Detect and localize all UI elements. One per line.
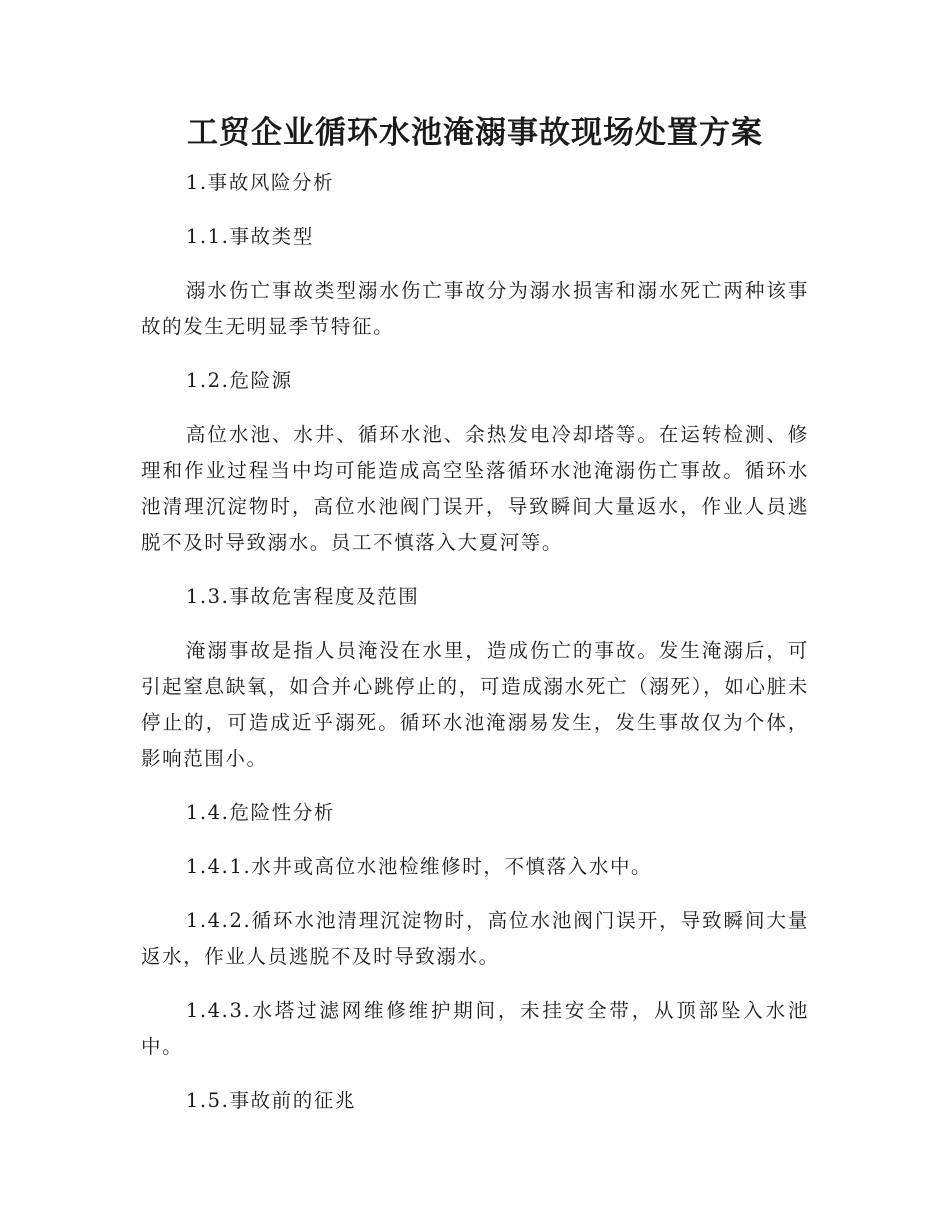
section-heading-1-3: 1.3.事故危害程度及范围 — [185, 585, 420, 608]
paragraph-risk-1-4-2: 1.4.2.循环水池清理沉淀物时，高位水池阀门误开，导致瞬间大量返水，作业人员逃脱不及时导致溺水。 — [141, 909, 809, 968]
paragraph-harm-extent: 淹溺事故是指人员淹没在水里，造成伤亡的事故。发生淹溺后，可引起窒息缺氧，如合并心跳停止的，可造成溺水死亡（溺死），如心脏未停止的，可造成近乎溺死。循环水池淹溺易发生，发生事故仅为个体，影响范围小。 — [141, 639, 809, 770]
paragraph-risk-1-4-1: 1.4.1.水井或高位水池检维修时，不慎落入水中。 — [185, 855, 653, 878]
document-body — [141, 165, 809, 1137]
section-heading-1-5: 1.5.事故前的征兆 — [185, 1089, 357, 1112]
paragraph-accident-type: 溺水伤亡事故类型溺水伤亡事故分为溺水损害和溺水死亡两种该事故的发生无明显季节特征。 — [141, 279, 809, 338]
paragraph-hazard-sources: 高位水池、水井、循环水池、余热发电冷却塔等。在运转检测、修理和作业过程当中均可能造成高空坠落循环水池淹溺伤亡事故。循环水池清理沉淀物时，高位水池阀门误开，导致瞬间大量返水，作业人员逃脱不及时导致溺水。员工不慎落入大夏河等。 — [141, 423, 809, 554]
section-heading-1: 1.事故风险分析 — [185, 171, 335, 194]
section-heading-1-2: 1.2.危险源 — [185, 369, 293, 392]
section-heading-1-1: 1.1.事故类型 — [185, 225, 314, 248]
paragraph-risk-1-4-3: 1.4.3.水塔过滤网维修维护期间，未挂安全带，从顶部坠入水池中。 — [141, 999, 809, 1058]
document-title: 工贸企业循环水池淹溺事故现场处置方案 — [187, 115, 763, 151]
section-heading-1-4: 1.4.危险性分析 — [185, 801, 335, 824]
